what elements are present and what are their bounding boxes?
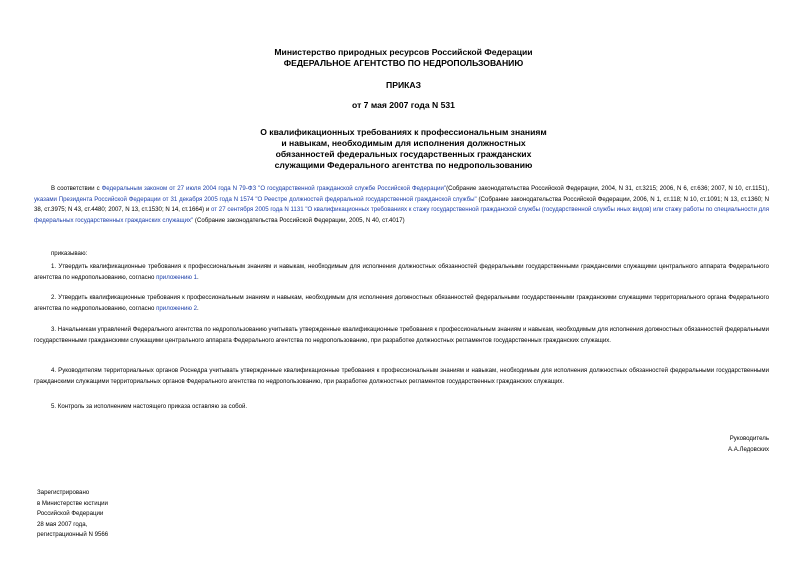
- item-text: 1. Утвердить квалификационные требования к профессиональным знаниям и навыкам, необходимым для исполнения должностных обязанностей федеральными государственными гражданскими служащими центрального аппарата Федерального агентства по недропользованию, согласно: [34, 263, 769, 281]
- ministry-name: Министерство природных ресурсов Российской Федерации: [274, 47, 533, 57]
- registration-line: Зарегистрировано: [37, 489, 90, 496]
- preamble-text: (Собрание законодательства Российской Федерации, 2005, N 40, ст.4017): [193, 216, 405, 224]
- signature-block: [728, 434, 769, 455]
- order-item-5: 5. Контроль за исполнением настоящего приказа оставляю за собой.: [51, 403, 248, 410]
- title-line: и навыкам, необходимым для исполнения должностных: [281, 138, 526, 148]
- federal-law-link[interactable]: Федеральным законом от 27 июля 2004 года N 79-ФЗ "О государственной гражданской службе Российской Федерации": [101, 185, 447, 192]
- registration-block: [37, 488, 108, 541]
- title-line: обязанностей федеральных государственных гражданских: [275, 149, 532, 159]
- presidential-decree-link[interactable]: указами Президента Российской Федерации от 31 декабря 2005 года N 1574 "О Реестре должностей федеральной государственной гражданской службы": [34, 195, 477, 203]
- order-item-1: [34, 262, 769, 283]
- agency-name: ФЕДЕРАЛЬНОЕ АГЕНТСТВО ПО НЕДРОПОЛЬЗОВАНИЮ: [283, 58, 524, 68]
- order-item-4: 4. Руководителям территориальных органов Роснедра учитывать утвержденные квалификационные требования к профессиональным знаниям и навыкам, необходимым для исполнения должностных обязанностей федеральными государственными гражданскими служащими территориальных органов Федерального агентства по недропользованию, при разработке должностных регламентов государственных гражданских служащих.: [34, 367, 769, 385]
- decree-1131-link[interactable]: от 27 сентября 2005 года N 1131 "О квалификационных требованиях к стажу государственной гражданской службы (государственной службы иных видов) или стажу работы по специальности для федеральных государственных гражданских служащих": [34, 206, 769, 224]
- document-date-number: от 7 мая 2007 года N 531: [352, 100, 455, 110]
- item-text: 2. Утвердить квалификационные требования к профессиональным знаниям и навыкам, необходимым для исполнения должностных обязанностей федеральными государственными гражданскими служащими территориального органа Федерального агентства по недропользованию, согласно: [34, 294, 769, 312]
- appendix-1-link[interactable]: приложению 1: [156, 273, 198, 281]
- signatory-role: Руководитель: [729, 435, 769, 442]
- preamble-text: (Собрание законодательства Российской Федерации, 2004, N 31, ст.3215; 2006, N 6, ст.636; 2007, N 10, ст.1151),: [446, 185, 770, 192]
- item-text: .: [197, 304, 199, 312]
- title-line: О квалификационных требованиях к профессиональным знаниям: [260, 127, 547, 137]
- title-line: служащими Федерального агентства по недропользованию: [274, 160, 533, 170]
- registration-line: регистрационный N 9566: [37, 531, 109, 538]
- item-text: .: [197, 273, 199, 281]
- registration-line: Российской Федерации: [37, 510, 104, 517]
- order-item-3: 3. Начальникам управлений Федерального агентства по недропользованию учитывать утвержденные квалификационные требования к профессиональным знаниям и навыкам, необходимым для исполнения должностных обязанностей федеральными государственными гражданскими служащими центрального аппарата Федерального агентства по недропользованию, при разработке должностных регламентов государственных гражданских служащих.: [34, 326, 769, 344]
- order-word: приказываю:: [51, 250, 88, 257]
- document-type: ПРИКАЗ: [386, 80, 421, 90]
- preamble-text: (Собрание законодательства Российской Федерации, 2006, N 1, ст.118; N 10, ст.1091; N 13, ст.1360; N 38, ст.3975; N 43, ст.4480; 2007, N 13, ст.1530; N 14, ст.1664) и: [34, 195, 769, 213]
- order-item-2: [34, 293, 769, 314]
- preamble-paragraph: [34, 184, 769, 226]
- appendix-2-link[interactable]: приложению 2: [156, 304, 198, 312]
- document-title: [0, 127, 807, 171]
- registration-line: 28 мая 2007 года,: [37, 520, 88, 528]
- registration-line: в Министерстве юстиции: [37, 499, 108, 507]
- signatory-name: А.А.Ледовских: [727, 445, 769, 453]
- preamble-text: В соответствии с: [51, 185, 102, 192]
